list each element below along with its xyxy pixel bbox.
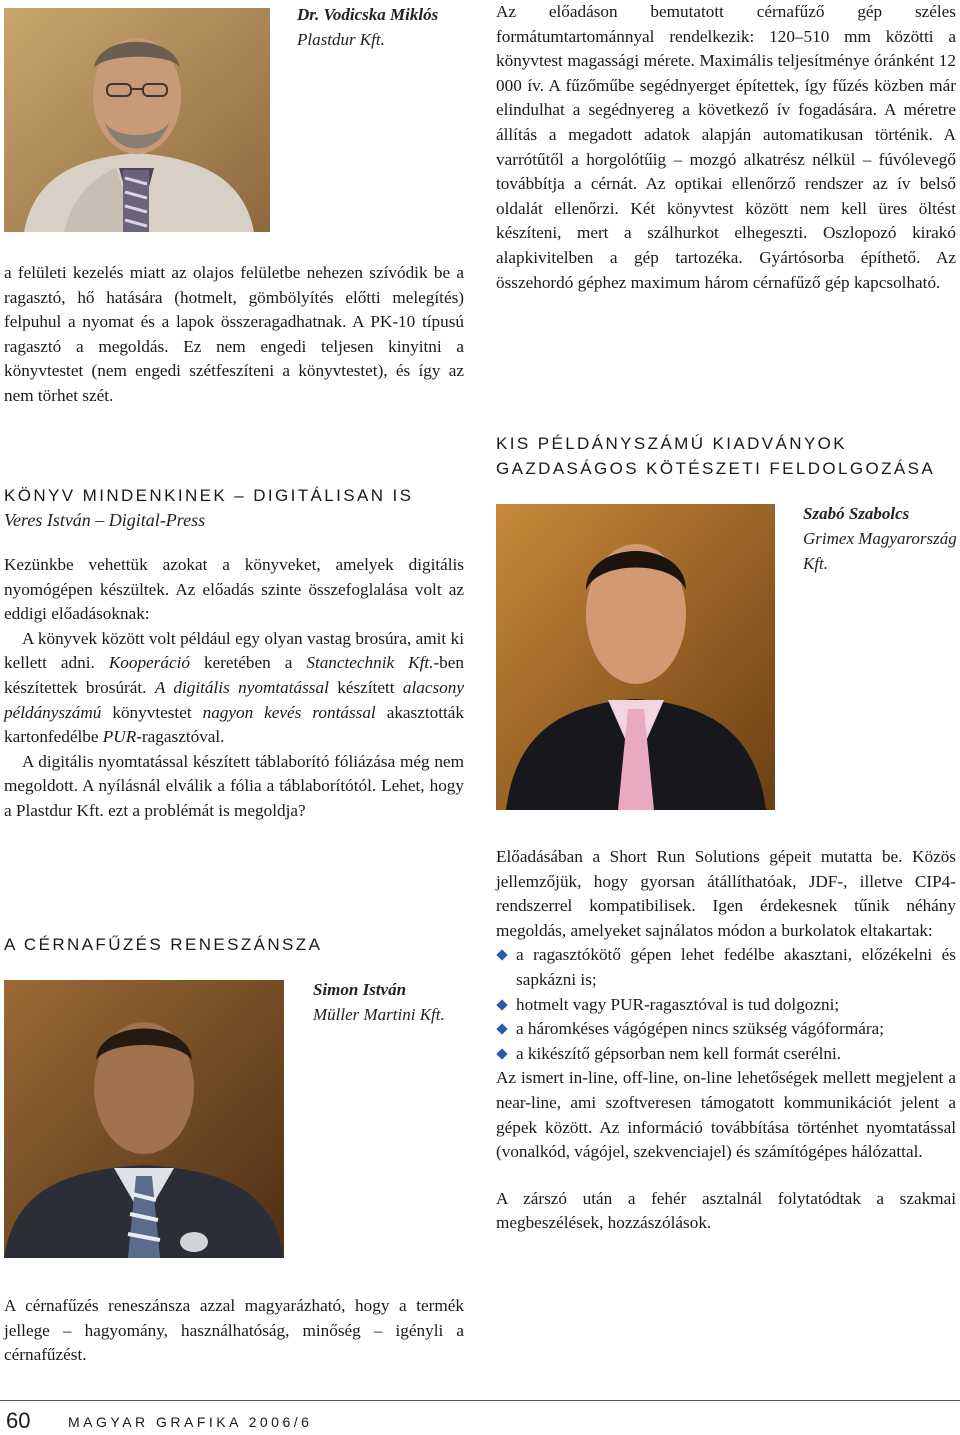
right-paragraph-2: Előadásában a Short Run Solutions gépeit mutatta be. Közös jellemzőjük, hogy gyorsan átállíthatóak, JDF-, illetve CIP4-rendszerrel kompatibilisek. Igen érdekesnek tűnik néhány megoldás, amelyeket sajnálatos módon a burkolatok eltakartak:: [496, 847, 956, 940]
right-text-1: [496, 0, 956, 295]
feature-list: [496, 943, 956, 1066]
heading-kis-peldanyszamu: [496, 431, 956, 481]
caption-simon-name: Simon István: [313, 980, 407, 999]
heading-kis-line-2: GAZDASÁGOS KÖTÉSZETI FELDOLGOZÁSA: [496, 459, 936, 478]
list-item: a ragasztókötő gépen lehet fedélbe akasztani, előzékelni és sapkázni is;: [496, 943, 956, 992]
left-paragraph-1: a felületi kezelés miatt az olajos felületbe nehezen szívódik be a ragasztó, hő hatására (hotmelt, gömbölyítés előtti melegítés) felpuhul a nyomat és a lapok összeragadhatnak. A PK-10 típusú ragasztó a megoldás. Ez nem engedi teljesen kinyitni a könyvtestet (nem engedi szétfeszíteni a könyvtestet), és így az nem törhet szét.: [4, 263, 464, 405]
caption-szabo-name: Szabó Szabolcs: [803, 504, 910, 523]
list-item: a kikészítő gépsorban nem kell formát cserélni.: [496, 1042, 956, 1067]
heading-cernafuzes: A CÉRNAFŰZÉS RENESZÁNSZA: [4, 935, 323, 954]
left-paragraph-5: A cérnafűzés reneszánsza azzal magyarázható, hogy a termék jellege – hagyomány, használhatóság, minőség – igényli a cérnafűzést.: [4, 1296, 464, 1365]
magazine-title: MAGYAR GRAFIKA 2006/6: [68, 1414, 313, 1430]
p3-alacsony: alacsony példányszámú: [4, 677, 464, 722]
list-item: hotmelt vagy PUR-ragasztóval is tud dolgozni;: [496, 993, 956, 1018]
left-paragraph-3: [4, 627, 464, 750]
photo-vodicska: [4, 8, 270, 232]
right-paragraph-3: Az ismert in-line, off-line, on-line lehetőségek mellett megjelent a near-line, ami szoftveresen támogatott kommunikációt jelent a gépek között. Az információ továbbítása történhet nyomtatással (vonalkód, vágójel, szekvenciajel) és számítógépes hálózattal.: [496, 1068, 956, 1162]
left-text-3: [4, 1294, 464, 1368]
heading-kis-line-1: KIS PÉLDÁNYSZÁMÚ KIADVÁNYOK: [496, 434, 848, 453]
left-text-1: [4, 261, 464, 409]
caption-vodicska: [297, 2, 477, 52]
p3-pur: PUR: [102, 727, 137, 747]
p3-digitalis: A digitális nyomtatással: [154, 677, 329, 697]
caption-szabo: [803, 501, 958, 576]
left-paragraph-2: Kezünkbe vehettük azokat a könyveket, amelyek digitális nyomógépen készültek. Az előadás szinte összefoglalása volt az eddigi előadásoknak:: [4, 555, 464, 624]
right-paragraph-1: Az előadáson bemutatott cérnafűző gép széles formátumtartománnyal rendelkezik: 120–510 mm közötti a könyvtest magassági mérete. Maximális teljesítménye óránként 12 000 ív. A fűzőműbe segédnyerget építettek, így fűzés közben már elindulhat a segédnyereg a következő ív fogadására. A méretre állítás a megadott adatok alapján automatikusan történik. A varrótűtől a horgolótűig – mozgó alkatrész nélkül – fúvólevegő továbbítja a cérnát. Az optikai ellenőrző rendszer az ív belső oldalát ellenőrzi. Két könyvtest között nem kell üres öltést készíteni, mert a szálhurkot elhegeszti. Oszlopozó kirakó alapkivitelben a gép tartozéka. Gyártósorba építhető. Az összehordó géphez maximum három cérnafűző gép kapcsolható.: [496, 2, 956, 292]
photo-simon: [4, 980, 284, 1258]
left-paragraph-4: A digitális nyomtatással készített táblaborító fóliázása még nem megoldott. A nyílásnál elválik a fólia a táblaborítótól. Lehet, hogy a Plastdur Kft. ezt a problémát is megoldja?: [4, 751, 464, 820]
subheading-veres: Veres István – Digital-Press: [4, 510, 206, 530]
photo-szabo: [496, 504, 775, 810]
left-text-2: [4, 553, 464, 824]
right-text-2: [496, 845, 956, 1236]
caption-simon-company: Müller Martini Kft.: [313, 1005, 445, 1024]
p3-text-i: könyvtestet: [101, 702, 203, 722]
p3-text-g: készített: [328, 677, 403, 697]
p3-text-m: -ragasztóval.: [136, 727, 225, 747]
page-number: 60: [6, 1408, 31, 1433]
right-paragraph-4: A zárszó után a fehér asztalnál folytatódtak a szakmai megbeszélések, hozzászólások.: [496, 1188, 956, 1233]
footer-rule: [0, 1400, 960, 1401]
caption-szabo-company: Grimex Magyarország Kft.: [803, 529, 957, 573]
caption-simon: [313, 977, 473, 1027]
p3-text-e: -ben készítettek brosúrát.: [4, 653, 464, 697]
p3-text-a: A könyvek között volt például egy olyan vastag brosúra, amit ki kellett adni.: [4, 628, 464, 673]
p3-rontassal: nagyon kevés rontással: [202, 702, 376, 722]
p3-kooperacio: Kooperáció: [108, 653, 190, 673]
caption-vodicska-name: Dr. Vodicska Miklós: [297, 5, 439, 24]
list-item: a háromkéses vágógépen nincs szükség vágóformára;: [496, 1017, 956, 1042]
p3-text-k: akasztották kartonfedélbe: [4, 702, 465, 747]
p3-stanctechnik: Stanctechnik Kft.: [306, 653, 434, 673]
p3-text-c: keretében a: [189, 653, 307, 673]
caption-vodicska-company: Plastdur Kft.: [297, 30, 385, 49]
heading-konyv-mindenkinek: KÖNYV MINDENKINEK – DIGITÁLISAN IS: [4, 486, 414, 505]
